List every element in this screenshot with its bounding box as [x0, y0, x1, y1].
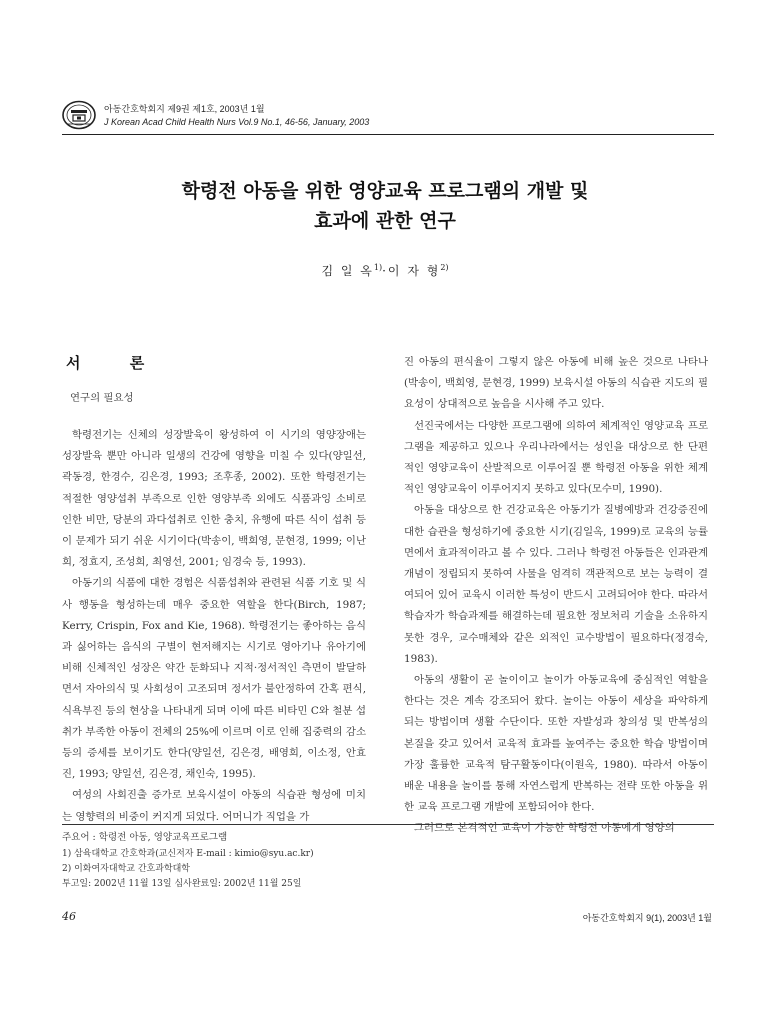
- paragraph: 선진국에서는 다양한 프로그램에 의하여 체계적인 영양교육 프로그램을 제공하고 있으나 우리나라에서는 성인을 대상으로 한 단편적인 영양교육이 산발적으로 이루어질 뿐 학령전 아동을 위한 체계적인 영양교육이 이루어지지 못하고 있다(모수미, 1990).: [404, 419, 708, 496]
- author-separator: ·: [382, 264, 388, 278]
- subsection-title: 연구의 필요성: [70, 392, 134, 404]
- paragraph: 아동의 생활이 곧 놀이이고 놀이가 아동교육에 중심적인 역할을 한다는 것은 계속 강조되어 왔다. 놀이는 아동이 세상을 파악하게 되는 방법이며 생활 수단이다. 또한 자발성과 창의성 및 반복성의 본질을 갖고 있어서 교육적 효과를 높여주는 중요한 학습 방법이며 가장 훌륭한 교육적 탐구활동이다(이원옥, 1980). 따라서 아동이 배운 내용을 놀이를 통해 자연스럽게 반복하는 전략 또한 아동을 위한 교육 프로그램 개발에 포함되어야 한다.: [404, 674, 708, 814]
- author-1: 김 일 옥: [321, 264, 374, 278]
- author-list: [0, 262, 770, 279]
- submission-dates: 투고일: 2002년 11월 13일 심사완료일: 2002년 11월 25일: [62, 879, 302, 889]
- right-column: [404, 352, 708, 840]
- paragraph: 학령전기는 신체의 성장발육이 왕성하여 이 시기의 영양장애는 성장발육 뿐만 아니라 일생의 건강에 영향을 미칠 수 있다(양일선, 곽동경, 한경수, 김은경, 1993; 조후종, 2002). 또한 학령전기는 적절한 영양섭취 부족으로 인한 영양부족 외에도 식품과잉 소비로 인한 비만, 당분의 과다섭취로 인한 충치, 유행에 따른 식이 섭취 등이 문제가 되기 쉬운 시기이다(박송이, 백희영, 문현경, 1999; 이난희, 정효지, 조성희, 최영선, 2001; 임경숙 등, 1993).: [62, 429, 366, 569]
- author-2-affiliation-mark: 2): [440, 263, 449, 272]
- left-column: [62, 352, 366, 828]
- keywords: 주요어 : 학령전 아동, 영양교육프로그램: [62, 832, 228, 843]
- title-line-2: 효과에 관한 연구: [314, 210, 456, 232]
- journal-korean-line: 아동간호학회지 제9권 제1호, 2003년 1월: [104, 104, 265, 114]
- paragraph: 아동을 대상으로 한 건강교육은 아동기가 질병예방과 건강증진에 대한 습관을 형성하기에 중요한 시기(김일옥, 1999)로 교육의 능률면에서 효과적이라고 볼 수 있다. 그러나 학령전 아동들은 인과관계 개념이 정립되지 못하여 사물을 엄격히 객관적으로 보는 능력이 결여되어 있어 교육시 이러한 특성이 반드시 고려되어야 한다. 따라서 학습자가 학습과제를 해결하는데 필요한 정보처리 기술을 소유하지 못한 경우, 교수매체와 같은 외적인 교수방법이 필요하다(정경숙, 1983).: [404, 504, 708, 665]
- paragraph: 아동기의 식품에 대한 경험은 식품섭취와 관련된 식품 기호 및 식사 행동을 형성하는데 매우 중요한 역할을 한다(Birch, 1987; Kerry, Crispin, Fox and Kie, 1968). 학령전기는 좋아하는 음식과 싫어하는 음식의 구별이 현저해지는 시기로 영아기나 유아기에 비해 신체적인 성장은 약간 둔화되나 지적·정서적인 측면이 발달하면서 자아의식 및 사회성이 고조되며 정서가 불안정하여 간혹 편식, 식욕부진 등의 현상을 나타내게 되며 이에 따른 비타민 C와 철분 섭취가 부족한 아동이 전체의 25%에 이르며 이로 인해 집중력의 감소 등의 증세를 보이기도 한다(양일선, 김은경, 배영희, 이소정, 안효진, 1993; 양일선, 김은경, 채인숙, 1995).: [62, 577, 366, 781]
- journal-citation: [104, 103, 369, 129]
- journal-header: [62, 100, 712, 132]
- author-2: 이 자 형: [387, 264, 441, 278]
- paragraph: 진 아동의 편식율이 그렇지 않은 아동에 비해 높은 것으로 나타나(박송이, 백희영, 문현경, 1999) 보육시설 아동의 식습관 지도의 필요성이 상대적으로 높음을 시사해 주고 있다.: [404, 356, 708, 411]
- affiliation-note-1: 1) 삼육대학교 간호학과(교신저자 E-mail : kimio@syu.ac.kr): [62, 849, 314, 859]
- journal-logo-icon: [62, 100, 96, 130]
- author-1-affiliation-mark: 1): [373, 263, 383, 272]
- section-title: 서 론: [66, 354, 167, 372]
- title-line-1: 학령전 아동을 위한 영양교육 프로그램의 개발 및: [181, 180, 589, 202]
- paragraph: 여성의 사회진출 증가로 보육시설이 아동의 식습관 형성에 미치는 영향력의 비중이 커지게 되었다. 어머니가 직업을 가: [62, 789, 366, 823]
- affiliation-note-2: 2) 이화여자대학교 간호과학대학: [62, 864, 190, 874]
- paragraph: 그러므로 본격적인 교육이 가능한 학령전 아동에게 영양의: [414, 822, 675, 835]
- footnotes: [62, 830, 712, 892]
- footnote-divider: [62, 824, 714, 825]
- header-divider: [62, 134, 714, 135]
- journal-english-line: J Korean Acad Child Health Nurs Vol.9 No.1, 46-56, January, 2003: [104, 117, 370, 127]
- article-title: [0, 176, 770, 236]
- footer-journal-ref: 아동간호학회지 9(1), 2003년 1월: [582, 913, 712, 923]
- page-number: 46: [62, 910, 76, 923]
